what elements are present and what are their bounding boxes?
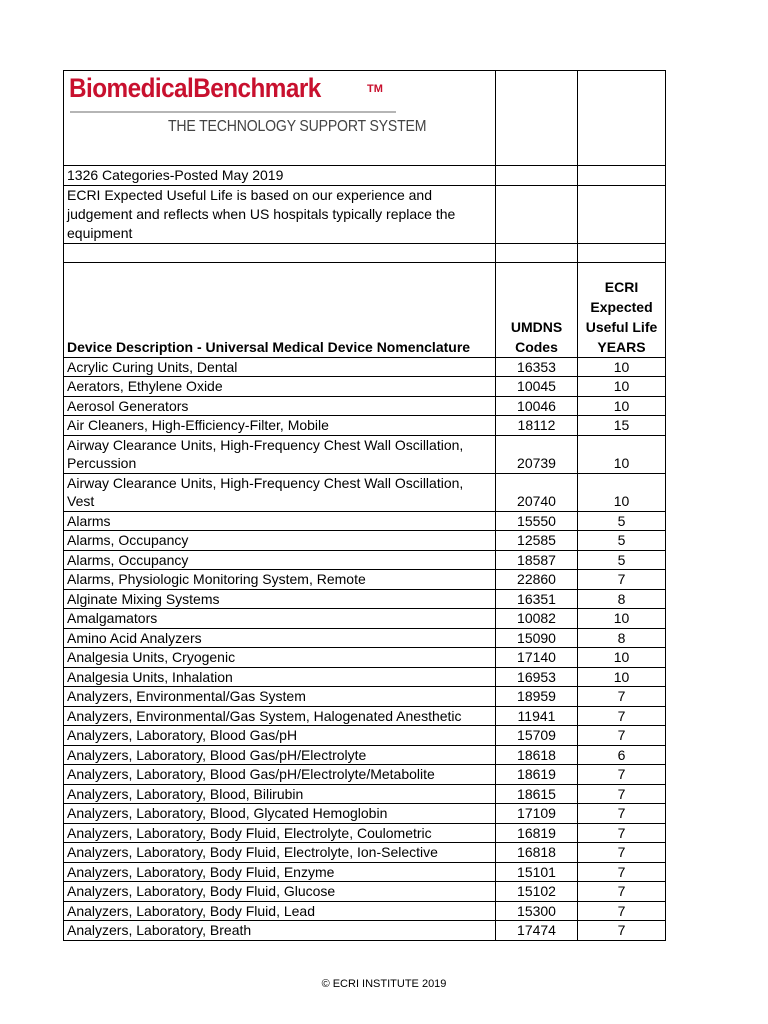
empty-cell bbox=[64, 243, 496, 262]
umdns-code-cell: 18615 bbox=[496, 784, 578, 804]
logo-divider bbox=[70, 111, 396, 113]
empty-cell bbox=[496, 185, 578, 243]
umdns-code-cell: 18619 bbox=[496, 765, 578, 785]
device-description-cell: Analyzers, Laboratory, Blood, Bilirubin bbox=[64, 784, 496, 804]
table-row bbox=[64, 435, 666, 473]
device-description-cell: Analyzers, Laboratory, Body Fluid, Lead bbox=[64, 901, 496, 921]
useful-life-cell: 7 bbox=[578, 784, 666, 804]
empty-cell bbox=[578, 243, 666, 262]
useful-life-cell: 6 bbox=[578, 745, 666, 765]
device-description-cell: Alarms, Occupancy bbox=[64, 531, 496, 551]
umdns-code-cell: 20739 bbox=[496, 435, 578, 473]
useful-life-cell: 10 bbox=[578, 648, 666, 668]
column-header-codes: UMDNS Codes bbox=[496, 262, 578, 357]
table-row bbox=[64, 765, 666, 785]
umdns-code-cell: 22860 bbox=[496, 570, 578, 590]
table-row bbox=[64, 609, 666, 629]
table-row bbox=[64, 706, 666, 726]
useful-life-cell: 7 bbox=[578, 843, 666, 863]
table-row bbox=[64, 377, 666, 397]
device-description-cell: Analyzers, Laboratory, Body Fluid, Electrolyte, Coulometric bbox=[64, 823, 496, 843]
device-description-cell: Analyzers, Laboratory, Blood Gas/pH bbox=[64, 726, 496, 746]
useful-life-cell: 10 bbox=[578, 435, 666, 473]
device-description-cell: Alarms, Physiologic Monitoring System, Remote bbox=[64, 570, 496, 590]
logo-cell bbox=[64, 71, 496, 166]
umdns-code-cell: 18112 bbox=[496, 416, 578, 436]
table-row bbox=[64, 531, 666, 551]
description-row bbox=[64, 185, 666, 243]
empty-cell bbox=[496, 166, 578, 186]
umdns-code-cell: 18587 bbox=[496, 550, 578, 570]
umdns-code-cell: 10046 bbox=[496, 396, 578, 416]
useful-life-cell: 7 bbox=[578, 823, 666, 843]
useful-life-cell: 7 bbox=[578, 921, 666, 941]
useful-life-cell: 10 bbox=[578, 609, 666, 629]
device-description-cell: Amino Acid Analyzers bbox=[64, 628, 496, 648]
useful-life-cell: 10 bbox=[578, 357, 666, 377]
biomedical-benchmark-logo bbox=[64, 71, 495, 165]
copyright-footer: © ECRI INSTITUTE 2019 bbox=[321, 978, 447, 990]
device-description-cell: Airway Clearance Units, High-Frequency Chest Wall Oscillation, Vest bbox=[64, 473, 496, 511]
useful-life-cell: 7 bbox=[578, 882, 666, 902]
umdns-code-cell: 16818 bbox=[496, 843, 578, 863]
column-header-row bbox=[64, 262, 666, 357]
umdns-code-cell: 15090 bbox=[496, 628, 578, 648]
table-row bbox=[64, 628, 666, 648]
table-row bbox=[64, 416, 666, 436]
device-description-cell: Analyzers, Laboratory, Blood Gas/pH/Electrolyte bbox=[64, 745, 496, 765]
device-description-cell: Acrylic Curing Units, Dental bbox=[64, 357, 496, 377]
device-description-cell: Analyzers, Laboratory, Body Fluid, Enzyme bbox=[64, 862, 496, 882]
logo-title: BiomedicalBenchmark bbox=[69, 73, 321, 103]
useful-life-cell: 7 bbox=[578, 687, 666, 707]
table-row bbox=[64, 921, 666, 941]
table-row bbox=[64, 726, 666, 746]
categories-note: 1326 Categories-Posted May 2019 bbox=[64, 166, 496, 186]
useful-life-cell: 7 bbox=[578, 706, 666, 726]
useful-life-cell: 7 bbox=[578, 570, 666, 590]
table-row bbox=[64, 823, 666, 843]
device-description-cell: Analyzers, Laboratory, Body Fluid, Glucose bbox=[64, 882, 496, 902]
umdns-code-cell: 17474 bbox=[496, 921, 578, 941]
device-description-cell: Alginate Mixing Systems bbox=[64, 589, 496, 609]
umdns-code-cell: 10082 bbox=[496, 609, 578, 629]
device-description-cell: Aerosol Generators bbox=[64, 396, 496, 416]
logo-trademark: TM bbox=[367, 83, 383, 95]
empty-cell bbox=[496, 243, 578, 262]
device-description-cell: Analyzers, Laboratory, Breath bbox=[64, 921, 496, 941]
umdns-code-cell: 12585 bbox=[496, 531, 578, 551]
useful-life-cell: 7 bbox=[578, 901, 666, 921]
logo-row bbox=[64, 71, 666, 166]
device-description-cell: Amalgamators bbox=[64, 609, 496, 629]
useful-life-cell: 8 bbox=[578, 589, 666, 609]
table-row bbox=[64, 396, 666, 416]
useful-life-cell: 5 bbox=[578, 511, 666, 531]
table-row bbox=[64, 745, 666, 765]
useful-life-cell: 10 bbox=[578, 377, 666, 397]
empty-cell bbox=[578, 71, 666, 166]
table-row bbox=[64, 357, 666, 377]
umdns-code-cell: 17109 bbox=[496, 804, 578, 824]
umdns-code-cell: 16819 bbox=[496, 823, 578, 843]
column-header-description: Device Description - Universal Medical Device Nomenclature bbox=[64, 262, 496, 357]
device-description-cell: Analyzers, Laboratory, Body Fluid, Electrolyte, Ion-Selective bbox=[64, 843, 496, 863]
device-description-cell: Airway Clearance Units, High-Frequency Chest Wall Oscillation, Percussion bbox=[64, 435, 496, 473]
logo-subtitle: THE TECHNOLOGY SUPPORT SYSTEM bbox=[168, 118, 427, 135]
umdns-code-cell: 15102 bbox=[496, 882, 578, 902]
useful-life-cell: 10 bbox=[578, 473, 666, 511]
table-row bbox=[64, 882, 666, 902]
table-row bbox=[64, 667, 666, 687]
spacer-row bbox=[64, 243, 666, 262]
device-description-cell: Analyzers, Environmental/Gas System bbox=[64, 687, 496, 707]
device-description-cell: Alarms bbox=[64, 511, 496, 531]
table-row bbox=[64, 648, 666, 668]
device-description-cell: Analgesia Units, Inhalation bbox=[64, 667, 496, 687]
table-row bbox=[64, 687, 666, 707]
table-row bbox=[64, 511, 666, 531]
device-description-cell: Aerators, Ethylene Oxide bbox=[64, 377, 496, 397]
useful-life-cell: 15 bbox=[578, 416, 666, 436]
umdns-code-cell: 16953 bbox=[496, 667, 578, 687]
umdns-code-cell: 18959 bbox=[496, 687, 578, 707]
umdns-code-cell: 10045 bbox=[496, 377, 578, 397]
umdns-code-cell: 15550 bbox=[496, 511, 578, 531]
device-description-cell: Analyzers, Environmental/Gas System, Halogenated Anesthetic bbox=[64, 706, 496, 726]
device-description-cell: Air Cleaners, High-Efficiency-Filter, Mobile bbox=[64, 416, 496, 436]
useful-life-cell: 8 bbox=[578, 628, 666, 648]
empty-cell bbox=[578, 166, 666, 186]
categories-row bbox=[64, 166, 666, 186]
device-description-cell: Analyzers, Laboratory, Blood Gas/pH/Electrolyte/Metabolite bbox=[64, 765, 496, 785]
device-life-table bbox=[63, 70, 666, 941]
column-header-life: ECRI Expected Useful Life YEARS bbox=[578, 262, 666, 357]
useful-life-cell: 7 bbox=[578, 765, 666, 785]
device-description-cell: Analyzers, Laboratory, Blood, Glycated Hemoglobin bbox=[64, 804, 496, 824]
umdns-code-cell: 18618 bbox=[496, 745, 578, 765]
table-row bbox=[64, 570, 666, 590]
device-description-cell: Analgesia Units, Cryogenic bbox=[64, 648, 496, 668]
umdns-code-cell: 15101 bbox=[496, 862, 578, 882]
umdns-code-cell: 15300 bbox=[496, 901, 578, 921]
useful-life-cell: 7 bbox=[578, 726, 666, 746]
umdns-code-cell: 16353 bbox=[496, 357, 578, 377]
empty-cell bbox=[496, 71, 578, 166]
table-row bbox=[64, 804, 666, 824]
table-row bbox=[64, 473, 666, 511]
table-row bbox=[64, 862, 666, 882]
table-row bbox=[64, 589, 666, 609]
useful-life-cell: 7 bbox=[578, 804, 666, 824]
description-note: ECRI Expected Useful Life is based on our experience and judgement and reflects when US hospitals typically replace the equipment bbox=[64, 185, 496, 243]
useful-life-cell: 7 bbox=[578, 862, 666, 882]
umdns-code-cell: 15709 bbox=[496, 726, 578, 746]
useful-life-cell: 5 bbox=[578, 550, 666, 570]
umdns-code-cell: 20740 bbox=[496, 473, 578, 511]
device-description-cell: Alarms, Occupancy bbox=[64, 550, 496, 570]
useful-life-cell: 10 bbox=[578, 667, 666, 687]
table-row bbox=[64, 843, 666, 863]
useful-life-cell: 10 bbox=[578, 396, 666, 416]
useful-life-cell: 5 bbox=[578, 531, 666, 551]
umdns-code-cell: 16351 bbox=[496, 589, 578, 609]
umdns-code-cell: 17140 bbox=[496, 648, 578, 668]
table-row bbox=[64, 901, 666, 921]
umdns-code-cell: 11941 bbox=[496, 706, 578, 726]
empty-cell bbox=[578, 185, 666, 243]
table-row bbox=[64, 784, 666, 804]
table-row bbox=[64, 550, 666, 570]
